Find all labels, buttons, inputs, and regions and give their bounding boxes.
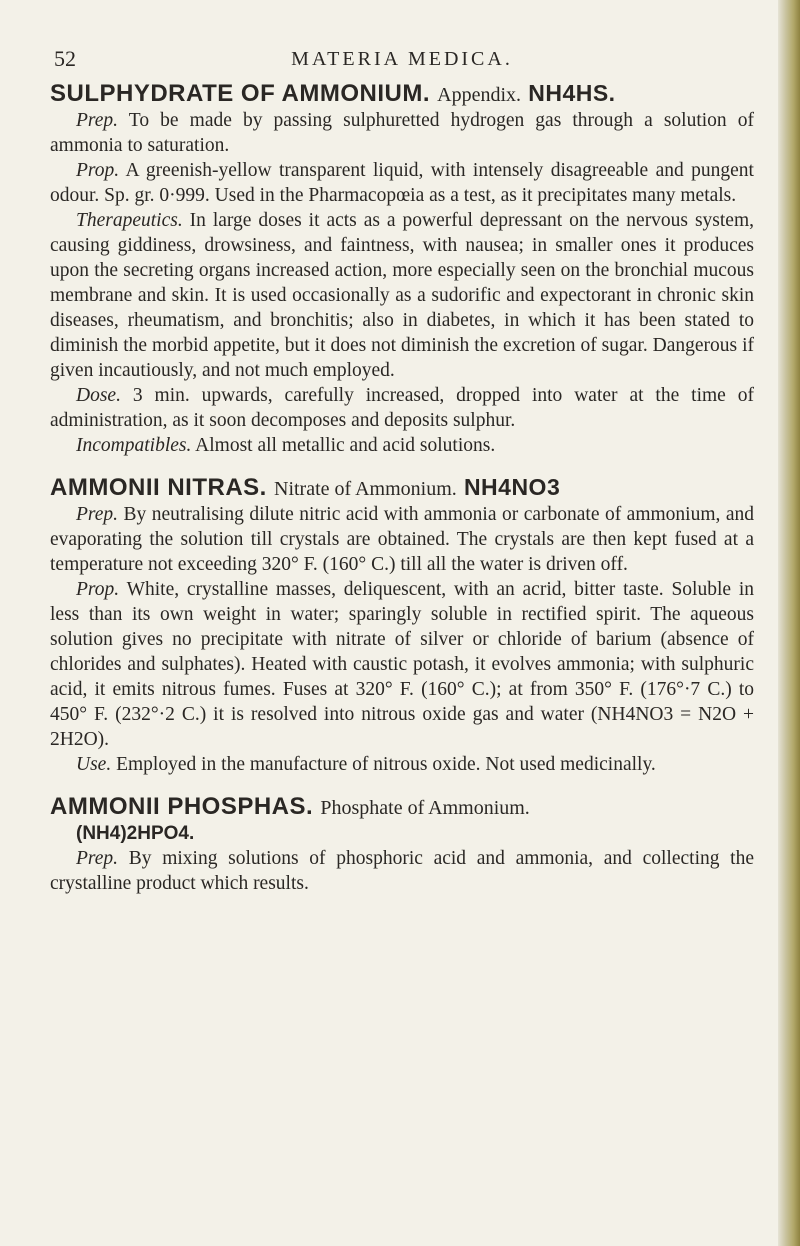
paragraph-use: Use. Employed in the manufacture of nitrous oxide. Not used medicinally. [76,754,656,775]
paragraph-prep: Prep. By neutralising dilute nitric acid with ammonia or carbonate of ammonium, and evaporating the solution till crystals are obtained. The crystals are then kept fused at a temperature not exceeding 320° F. (160° C.) till all the water is driven off. [50,504,755,575]
paragraph-prep: Prep. By mixing solutions of phosphoric acid and ammonia, and collecting the crystalline product which results. [50,848,754,894]
page-header [50,36,754,76]
running-title: MATERIA MEDICA. [291,48,513,70]
page-edge [778,0,800,1246]
paragraph-incompatibles: Incompatibles. Almost all metallic and acid solutions. [76,435,496,456]
paragraph-dose: Dose. 3 min. upwards, carefully increased, dropped into water at the time of administration, as it soon decomposes and deposits sulphur. [50,385,754,431]
paragraph-prop: Prop. White, crystalline masses, deliquescent, with an acrid, bitter taste. Soluble in less than its own weight in water; sparingly soluble in rectified spirit. The aqueous solution gives no precipitate with nitrate of silver or chloride of barium (absence of chlorides and sulphates). Heated with caustic potash, it evolves ammonia; with sulphuric acid, it emits nitrous fumes. Fuses at 320° F. (160° C.); at from 350° F. (176°·7 C.) to 450° F. (232°·2 C.) it is resolved into nitrous oxide gas and water (NH4NO3 = N2O + 2H2O). [50,579,754,750]
section-heading: AMMONII NITRAS. Nitrate of Ammonium. NH4NO3 [50,474,561,501]
paragraph-prep: Prep. To be made by passing sulphuretted hydrogen gas through a solution of ammonia to saturation. [50,110,754,156]
page-number: 52 [54,46,76,71]
section-ammonii-phosphas [50,793,754,896]
page-content [50,36,754,896]
section-heading: AMMONII PHOSPHAS. Phosphate of Ammonium. [50,793,530,820]
paragraph-therapeutics: Therapeutics. In large doses it acts as a powerful depressant on the nervous system, causing giddiness, drowsiness, and faintness, with nausea; in smaller ones it produces upon the secreting organs increased action, more especially seen on the bronchial mucous membrane and skin. It is used occasionally as a sudorific and expectorant in chronic skin diseases, rheumatism, and bronchitis; also in diabetes, in which it has been stated to diminish the morbid appetite, but it does not diminish the excretion of sugar. Dangerous if given incautiously, and not much employed. [50,210,755,381]
paragraph-prop: Prop. A greenish-yellow transparent liquid, with intensely disagreeable and pungent odour. Sp. gr. 0·999. Used in the Pharmacopœia as a test, as it precipitates many metals. [50,160,754,206]
section-formula: (NH4)2HPO4. [76,823,195,844]
section-ammonii-nitras [50,474,754,777]
section-sulphydrate [50,80,754,458]
section-heading: SULPHYDRATE OF AMMONIUM. Appendix. NH4HS. [50,80,616,107]
